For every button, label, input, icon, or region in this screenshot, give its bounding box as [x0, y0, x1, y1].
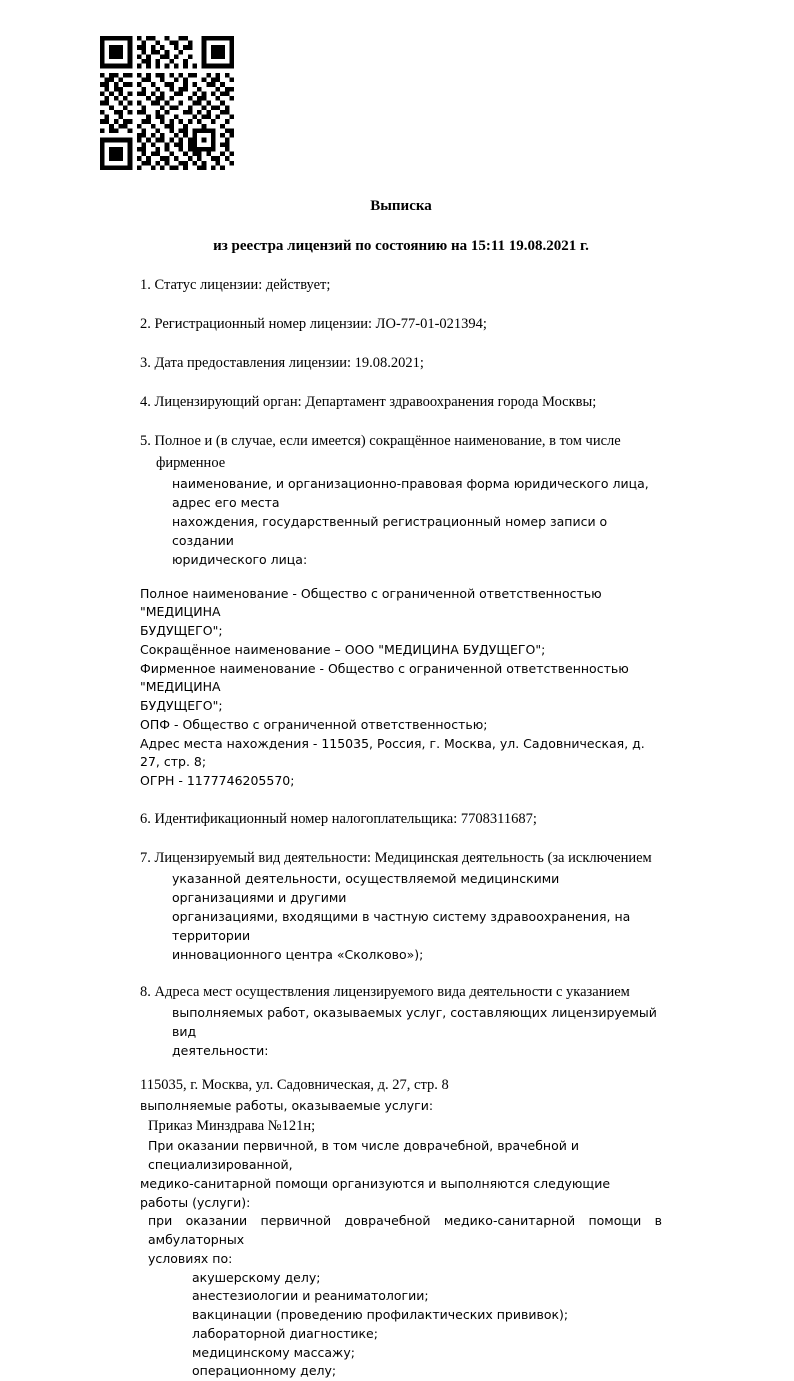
entity-line: Сокращённое наименование – ООО "МЕДИЦИНА БУДУЩЕГО"; — [140, 641, 546, 657]
item-5-line-1: 5. Полное и (в случае, если имеется) сокращённое наименование, в том числе фирменное — [140, 432, 621, 471]
service-item: операционному делу; — [192, 1363, 337, 1379]
entity-line: ОПФ - Общество с ограниченной ответственностью; — [140, 716, 488, 732]
activity-address: 115035, г. Москва, ул. Садовническая, д. 27, стр. 8 — [140, 1077, 449, 1094]
item-7-line-2: указанной деятельности, осуществляемой медицинскими организациями и другими — [172, 871, 560, 905]
item-5-line-2: наименование, и организационно-правовая форма юридического лица, адрес его места — [172, 475, 649, 510]
qr-code-license-extract — [100, 36, 234, 170]
item-7-line-3: организациями, входящими в частную систему здравоохранения, на территории — [172, 909, 631, 943]
item-7-heading — [140, 847, 662, 964]
entity-line: БУДУЩЕГО"; — [140, 698, 223, 714]
address-works-block — [140, 1075, 662, 1381]
service-item: акушерскому делу; — [192, 1269, 321, 1285]
item-5-line-3: нахождения, государственный регистрационный номер записи о создании — [172, 513, 608, 548]
service-item: медицинскому массажу; — [192, 1344, 355, 1360]
item-8-heading — [140, 981, 662, 1060]
entity-line: Адрес места нахождения - 115035, Россия, г. Москва, ул. Садовническая, д. 27, стр. 8; — [140, 735, 645, 770]
page-subtitle: из реестра лицензий по состоянию на 15:11 19.08.2021 г. — [213, 238, 589, 255]
service-item: вакцинации (проведению профилактических прививок); — [192, 1307, 569, 1323]
entity-line: ОГРН - 1177746205570; — [140, 773, 295, 789]
item-8-line-2: выполняемых работ, оказываемых услуг, составляющих лицензируемый вид — [172, 1005, 657, 1040]
item-7-line-4: инновационного центра «Сколково»); — [172, 947, 424, 962]
item-5-line-4: юридического лица: — [172, 551, 308, 567]
taxpayer-number-line: 6. Идентификационный номер налогоплательщика: 7708311687; — [140, 810, 537, 827]
outpatient-line-1: при оказании первичной доврачебной медико-санитарной помощи в амбулаторных — [148, 1213, 662, 1248]
page-title: Выписка — [370, 198, 432, 214]
item-5-heading — [140, 430, 662, 569]
primary-care-line-1: При оказании первичной, в том числе доврачебной, врачебной и специализированной, — [148, 1138, 579, 1173]
license-date-line: 3. Дата предоставления лицензии: 19.08.2021; — [140, 354, 424, 371]
entity-line: БУДУЩЕГО"; — [140, 623, 223, 639]
ministry-order: Приказ Минздрава №121н; — [148, 1117, 316, 1134]
entity-line: Фирменное наименование - Общество с ограниченной ответственностью "МЕДИЦИНА — [140, 660, 629, 695]
primary-care-line-2: медико-санитарной помощи организуются и выполняются следующие работы (услуги): — [140, 1175, 611, 1210]
service-item: анестезиологии и реаниматологии; — [192, 1288, 429, 1304]
entity-line: Полное наименование - Общество с ограниченной ответственностью "МЕДИЦИНА — [140, 585, 602, 620]
licensing-authority-line: 4. Лицензирующий орган: Департамент здравоохранения города Москвы; — [140, 393, 597, 410]
license-number-line: 2. Регистрационный номер лицензии: ЛО-77-01-021394; — [140, 315, 487, 332]
entity-details-block — [140, 585, 662, 791]
outpatient-line-2: условиях по: — [148, 1250, 233, 1266]
document-content — [140, 196, 662, 1381]
works-services-label: выполняемые работы, оказываемые услуги: — [140, 1097, 434, 1113]
license-status-line: 1. Статус лицензии: действует; — [140, 276, 331, 293]
service-item: лабораторной диагностике; — [192, 1325, 378, 1341]
item-7-line-1: 7. Лицензируемый вид деятельности: Медицинская деятельность (за исключением — [140, 849, 652, 866]
item-8-line-3: деятельности: — [172, 1043, 269, 1059]
item-8-line-1: 8. Адреса мест осуществления лицензируемого вида деятельности с указанием — [140, 984, 630, 1000]
